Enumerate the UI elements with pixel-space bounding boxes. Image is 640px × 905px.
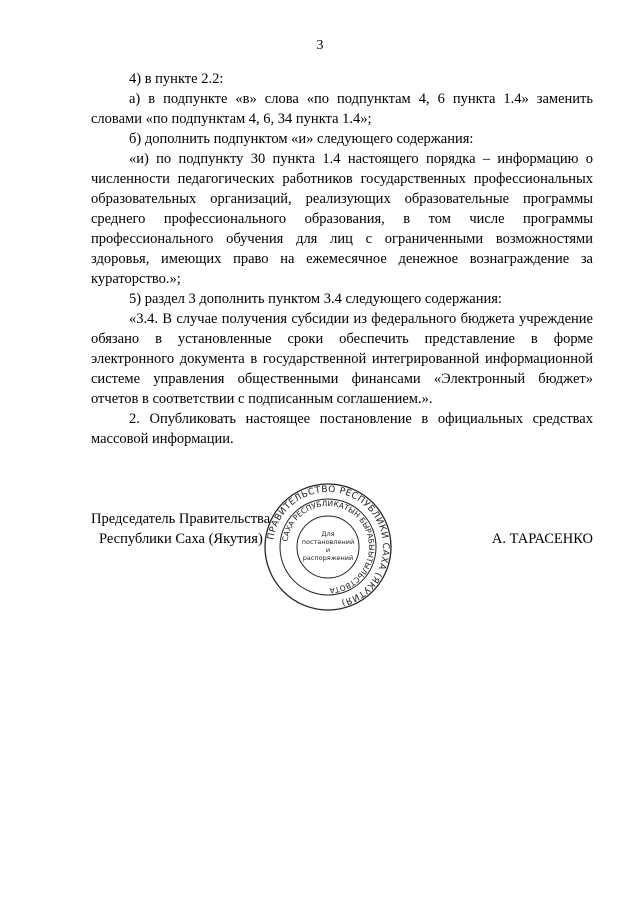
official-seal — [263, 482, 393, 612]
paragraph: 4) в пункте 2.2: — [129, 71, 224, 87]
page-number: 3 — [316, 38, 324, 53]
signatory-position-line2: Республики Саха (Якутия) — [99, 531, 263, 547]
paragraph: б) дополнить подпунктом «и» следующего содержания: — [129, 131, 474, 147]
paragraph: а) в подпункте «в» слова «по подпунктам 4, 6 пункта 1.4» заменить словами «по подпунктам 4, 6, 34 пункта 1.4»; — [91, 91, 593, 127]
paragraph: 2. Опубликовать настоящее постановление в официальных средствах массовой информации. — [91, 411, 593, 447]
seal-center-text: Для постановлений и распоряжений — [301, 530, 355, 562]
seal-inner-text: САХА РЕСПУБЛИКАТЫН БЫРАБЫЫТЫЛЬСТВОТА — [280, 498, 377, 596]
signatory-position-line1: Председатель Правительства — [91, 511, 271, 527]
document-body — [91, 69, 593, 449]
seal-outer-text: ПРАВИТЕЛЬСТВО РЕСПУБЛИКИ САХА (ЯКУТИЯ) — [266, 484, 391, 608]
paragraph: «и) по подпункту 30 пункта 1.4 настоящего порядка – информацию о численности педагогических работников государственных профессиональных образовательных организаций, реализующих образовательные программы среднего профессионального образования, в том числе программы профессионального обучения для лиц с ограниченными возможностями здоровья, имеющих право на ежемесячное денежное вознаграждение за кураторство.»; — [91, 151, 593, 287]
paragraph: «3.4. В случае получения субсидии из федерального бюджета учреждение обязано в установленные сроки обеспечить представление в форме электронного документа в государственной интегрированной информационной системе управления общественными финансами «Электронный бюджет» отчетов в соответствии с подписанным соглашением.». — [91, 311, 593, 407]
signatory-name: А. ТАРАСЕНКО — [491, 531, 593, 547]
paragraph: 5) раздел 3 дополнить пунктом 3.4 следующего содержания: — [129, 291, 502, 307]
